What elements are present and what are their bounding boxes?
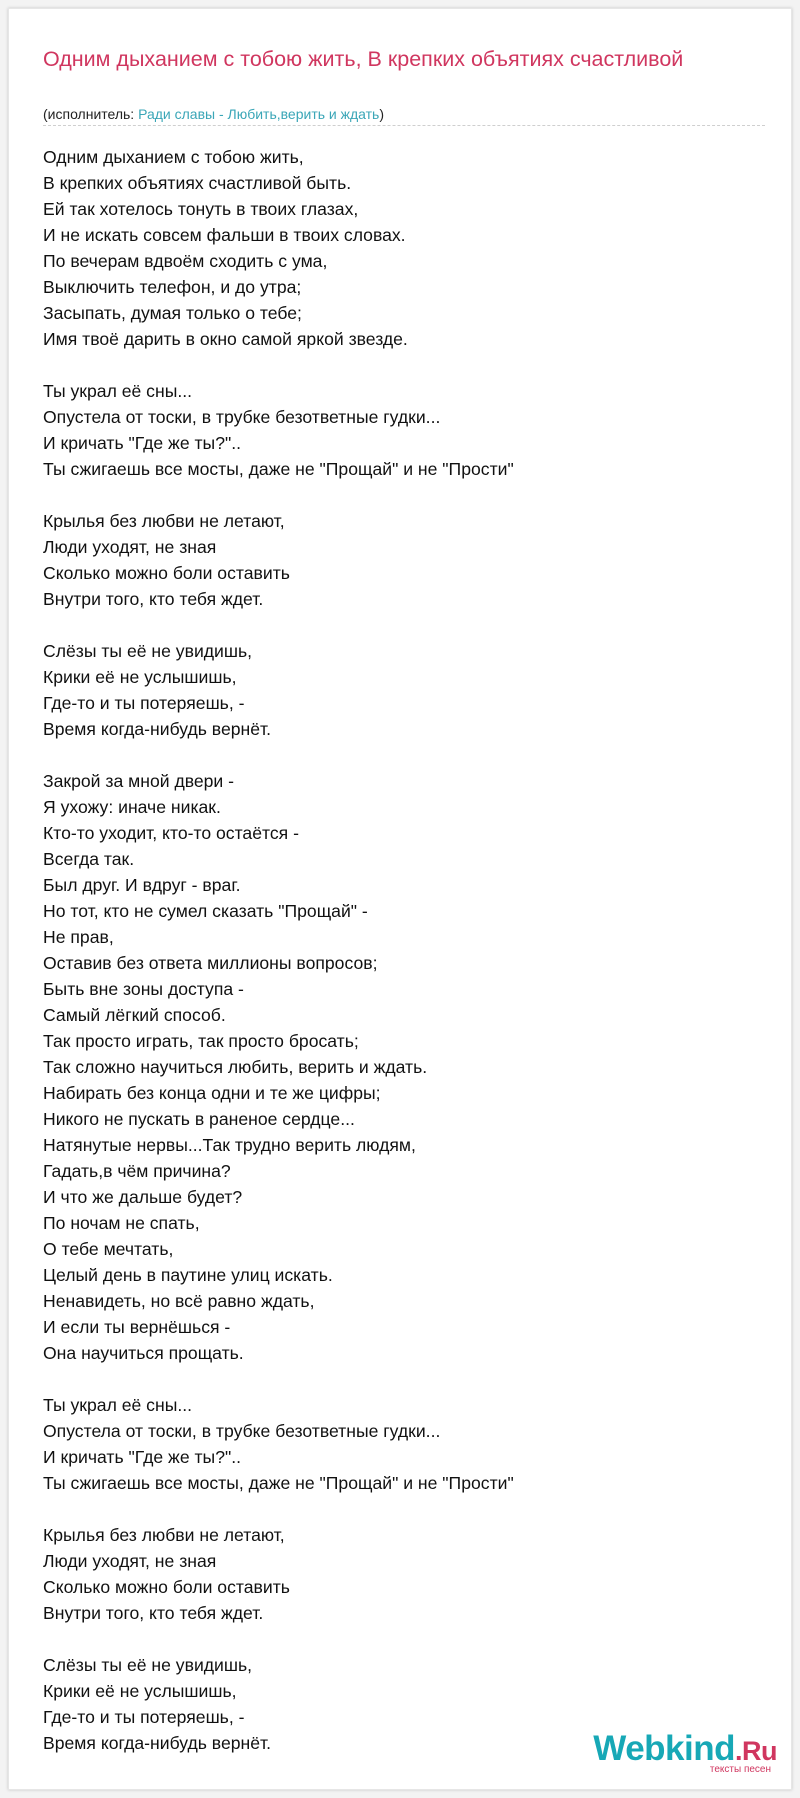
lyric-line: Крылья без любви не летают, (43, 511, 285, 531)
lyric-line: И если ты вернёшься - (43, 1317, 231, 1337)
logo-brand-name: Webkind (593, 1729, 735, 1768)
header-divider (43, 125, 765, 126)
lyric-line: И не искать совсем фальши в твоих словах. (43, 225, 406, 245)
lyric-line (43, 482, 763, 508)
lyric-line: Ей так хотелось тонуть в твоих глазах, (43, 199, 359, 219)
lyric-line: И кричать "Где же ты?".. (43, 433, 242, 453)
lyric-line: Время когда-нибудь вернёт. (43, 719, 272, 739)
lyric-line: Кто-то уходит, кто-то остаётся - (43, 823, 299, 843)
lyric-line: Но тот, кто не сумел сказать "Прощай" - (43, 901, 368, 921)
lyric-line: Целый день в паутине улиц искать. (43, 1265, 333, 1285)
lyric-line: Где-то и ты потеряешь, - (43, 1707, 245, 1727)
lyric-line: Самый лёгкий способ. (43, 1005, 226, 1025)
lyric-line: Имя твоё дарить в окно самой яркой звезде. (43, 329, 408, 349)
lyric-line: По вечерам вдвоём сходить с ума, (43, 251, 328, 271)
logo-brand (593, 1731, 777, 1766)
lyric-line: И кричать "Где же ты?".. (43, 1447, 242, 1467)
lyric-line: Внутри того, кто тебя ждет. (43, 589, 264, 609)
artist-prefix: (исполнитель: (43, 106, 139, 122)
lyric-line: Быть вне зоны доступа - (43, 979, 244, 999)
lyric-line: Она научиться прощать. (43, 1343, 244, 1363)
artist-link[interactable]: Ради славы - Любить,верить и ждать (138, 106, 380, 122)
lyric-line: Крики её не услышишь, (43, 667, 237, 687)
lyric-line: Одним дыханием с тобою жить, (43, 147, 304, 167)
lyric-line (43, 352, 763, 378)
lyric-line: Сколько можно боли оставить (43, 563, 290, 583)
lyrics-page (8, 8, 792, 1790)
site-logo[interactable] (593, 1731, 777, 1775)
artist-meta (43, 104, 384, 124)
lyric-line: Опустела от тоски, в трубке безответные гудки... (43, 407, 441, 427)
lyric-line: Ты сжигаешь все мосты, даже не "Прощай" и не "Прости" (43, 1473, 514, 1493)
lyric-line: Где-то и ты потеряешь, - (43, 693, 245, 713)
lyric-line: Внутри того, кто тебя ждет. (43, 1603, 264, 1623)
lyric-line: Ты сжигаешь все мосты, даже не "Прощай" и не "Прости" (43, 459, 514, 479)
lyric-line (43, 612, 763, 638)
lyric-line: Крылья без любви не летают, (43, 1525, 285, 1545)
lyric-line: Набирать без конца одни и те же цифры; (43, 1083, 381, 1103)
lyric-line: Всегда так. (43, 849, 135, 869)
lyric-line: Оставив без ответа миллионы вопросов; (43, 953, 378, 973)
lyric-line: О тебе мечтать, (43, 1239, 174, 1259)
lyric-line: Время когда-нибудь вернёт. (43, 1733, 272, 1753)
lyric-line (43, 742, 763, 768)
lyric-line: Закрой за мной двери - (43, 771, 235, 791)
lyric-line: Не прав, (43, 927, 114, 947)
lyric-line: Никого не пускать в раненое сердце... (43, 1109, 355, 1129)
lyric-line: В крепких объятиях счастливой быть. (43, 173, 352, 193)
lyric-line: Гадать,в чём причина? (43, 1161, 231, 1181)
lyric-line (43, 1626, 763, 1652)
logo-tagline: тексты песен (709, 1764, 771, 1775)
lyric-line: Был друг. И вдруг - враг. (43, 875, 241, 895)
lyric-line: Слёзы ты её не увидишь, (43, 1655, 253, 1675)
lyrics-text (43, 144, 763, 1756)
lyric-line: Я ухожу: иначе никак. (43, 797, 221, 817)
lyric-line: Так просто играть, так просто бросать; (43, 1031, 359, 1051)
artist-suffix: ) (379, 106, 385, 122)
lyric-line: И что же дальше будет? (43, 1187, 243, 1207)
lyric-line (43, 1496, 763, 1522)
lyric-line: По ночам не спать, (43, 1213, 200, 1233)
logo-tld: .Ru (735, 1736, 777, 1766)
page-title: Одним дыханием с тобою жить, В крепких объятиях счастливой (43, 47, 684, 71)
lyric-line: Крики её не услышишь, (43, 1681, 237, 1701)
lyric-line: Выключить телефон, и до утра; (43, 277, 302, 297)
lyric-line: Ненавидеть, но всё равно ждать, (43, 1291, 315, 1311)
lyric-line: Сколько можно боли оставить (43, 1577, 290, 1597)
lyric-line: Слёзы ты её не увидишь, (43, 641, 253, 661)
lyric-line: Люди уходят, не зная (43, 1551, 217, 1571)
lyric-line: Натянутые нервы...Так трудно верить людям, (43, 1135, 416, 1155)
lyric-line: Ты украл её сны... (43, 1395, 193, 1415)
lyric-line: Так сложно научиться любить, верить и ждать. (43, 1057, 428, 1077)
lyric-line: Люди уходят, не зная (43, 537, 217, 557)
lyric-line (43, 1366, 763, 1392)
lyric-line: Засыпать, думая только о тебе; (43, 303, 302, 323)
lyric-line: Ты украл её сны... (43, 381, 193, 401)
lyric-line: Опустела от тоски, в трубке безответные гудки... (43, 1421, 441, 1441)
